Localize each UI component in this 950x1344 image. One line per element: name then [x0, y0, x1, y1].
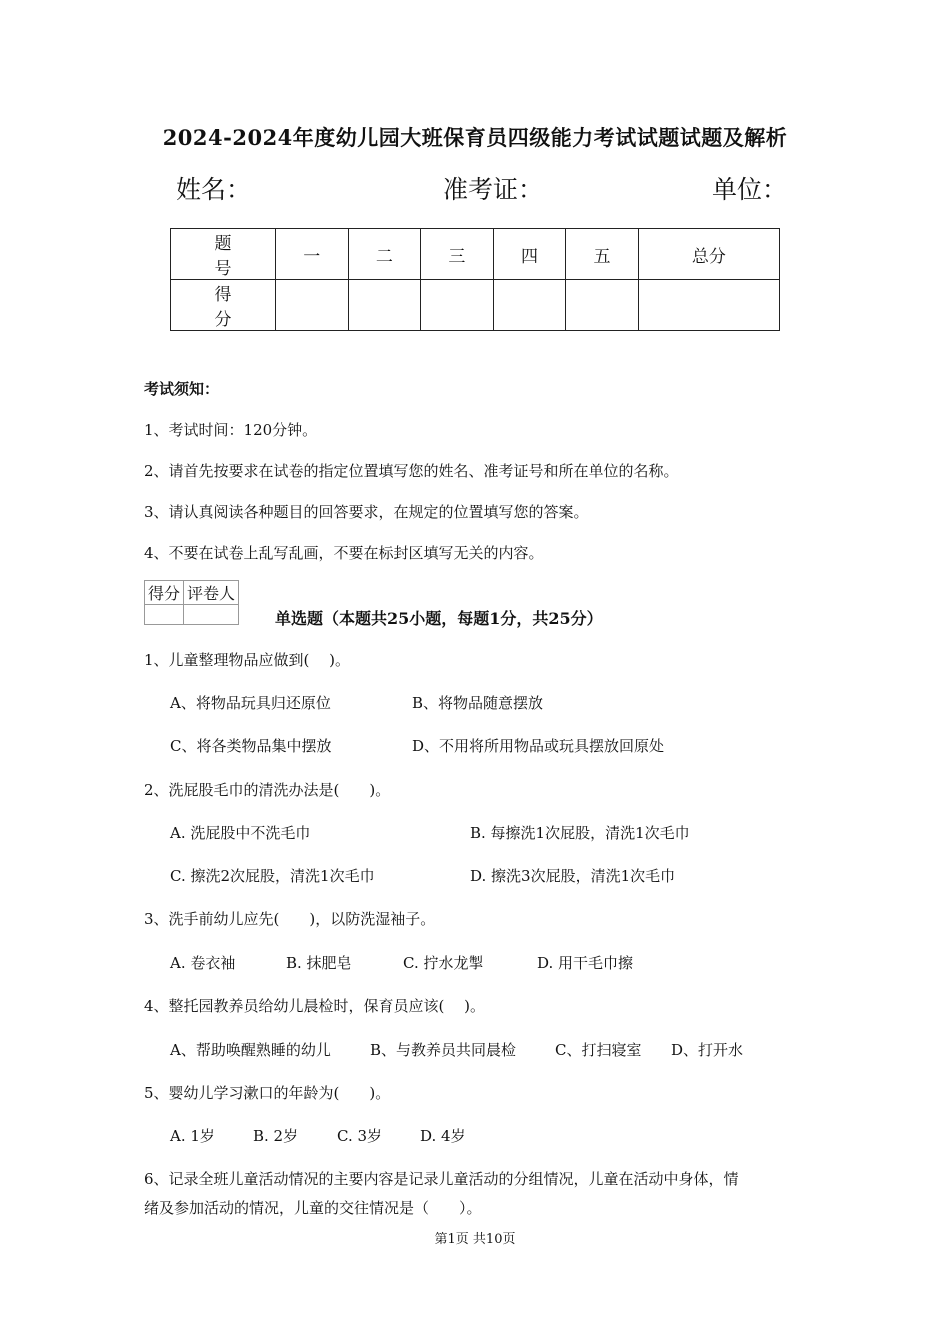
option-a: A. 卷衣袖: [170, 954, 236, 972]
question-number-label: 题 号: [171, 229, 276, 280]
question-stem: 5、婴幼儿学习漱口的年龄为( )。: [144, 1084, 391, 1102]
option-d: D、不用将所用物品或玩具摆放回原处: [412, 737, 665, 755]
score-header-cell: 总分: [638, 229, 779, 280]
notice-heading: 考试须知：: [144, 380, 220, 398]
option-b: B、将物品随意摆放: [412, 694, 544, 712]
option-d: D. 用干毛巾擦: [537, 954, 634, 972]
score-label: 得 分: [171, 280, 276, 331]
option-b: B. 每擦洗1次屁股，清洗1次毛巾: [470, 824, 690, 842]
exam-id-field-label: 准考证：: [443, 175, 544, 204]
grader-name-label: 评卷人: [184, 581, 239, 605]
option-a: A、帮助唤醒熟睡的幼儿: [170, 1041, 331, 1059]
score-header-cell: 二: [348, 229, 421, 280]
page-footer: 第1页 共10页: [434, 1232, 516, 1247]
score-table: [170, 228, 780, 331]
score-cell[interactable]: [638, 280, 779, 331]
score-table-header-row: [171, 229, 780, 280]
option-b: B. 2岁: [253, 1127, 299, 1145]
page-title: 2024-2024年度幼儿园大班保育员四级能力考试试题试题及解析: [162, 125, 788, 150]
notice-item: 2、请首先按要求在试卷的指定位置填写您的姓名、准考证号和所在单位的名称。: [144, 462, 679, 480]
option-a: A、将物品玩具归还原位: [170, 694, 331, 712]
option-b: B. 抹肥皂: [286, 954, 352, 972]
question-stem: 4、整托园教养员给幼儿晨检时，保育员应该( )。: [144, 997, 486, 1015]
option-a: A. 洗屁股中不洗毛巾: [170, 824, 311, 842]
score-header-cell: 一: [276, 229, 349, 280]
score-table-score-row: [171, 280, 780, 331]
option-c: C. 拧水龙掣: [403, 954, 484, 972]
score-header-cell: 四: [493, 229, 566, 280]
notice-item: 1、考试时间：120分钟。: [144, 421, 318, 439]
option-d: D. 4岁: [420, 1127, 466, 1145]
option-b: B、与教养员共同晨检: [370, 1041, 517, 1059]
option-c: C. 擦洗2次屁股，清洗1次毛巾: [170, 867, 375, 885]
question-stem: 2、洗屁股毛巾的清洗办法是( )。: [144, 781, 391, 799]
question-stem: 6、记录全班儿童活动情况的主要内容是记录儿童活动的分组情况，儿童在活动中身体，情: [144, 1170, 739, 1188]
option-c: C. 3岁: [337, 1127, 383, 1145]
question-stem-continued: 绪及参加活动的情况，儿童的交往情况是（ ）。: [144, 1199, 482, 1217]
grader-score-label: 得分: [145, 581, 184, 605]
option-c: C、打扫寝室: [555, 1041, 642, 1059]
score-header-cell: 三: [421, 229, 494, 280]
unit-field-label: 单位：: [712, 175, 788, 204]
grader-score-cell[interactable]: [145, 605, 184, 625]
grader-name-cell[interactable]: [184, 605, 239, 625]
option-d: D. 擦洗3次屁股，清洗1次毛巾: [470, 867, 676, 885]
option-a: A. 1岁: [170, 1127, 215, 1145]
section-title: 单选题（本题共25小题，每题1分，共25分）: [275, 609, 603, 628]
score-header-cell: 五: [566, 229, 639, 280]
name-field-label: 姓名：: [176, 175, 252, 204]
grader-box: [144, 580, 239, 625]
question-stem: 3、洗手前幼儿应先( )，以防洗湿袖子。: [144, 910, 436, 928]
score-cell[interactable]: [276, 280, 349, 331]
notice-item: 4、不要在试卷上乱写乱画，不要在标封区填写无关的内容。: [144, 544, 544, 562]
notice-item: 3、请认真阅读各种题目的回答要求，在规定的位置填写您的答案。: [144, 503, 589, 521]
score-cell[interactable]: [421, 280, 494, 331]
score-cell[interactable]: [348, 280, 421, 331]
question-stem: 1、儿童整理物品应做到( )。: [144, 651, 351, 669]
option-c: C、将各类物品集中摆放: [170, 737, 332, 755]
option-d: D、打开水: [671, 1041, 744, 1059]
score-cell[interactable]: [493, 280, 566, 331]
score-cell[interactable]: [566, 280, 639, 331]
